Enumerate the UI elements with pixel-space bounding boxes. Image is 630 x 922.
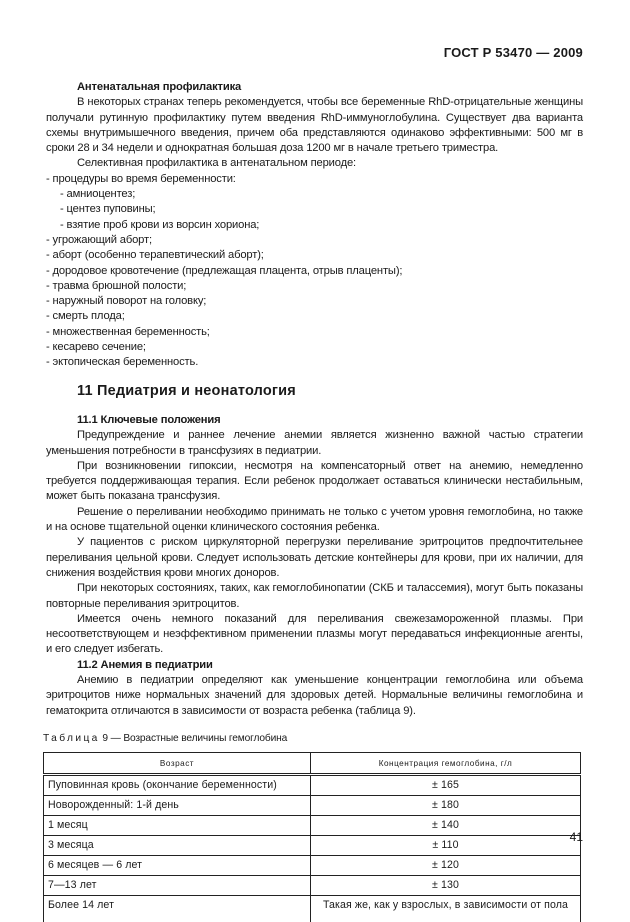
paragraph: При некоторых состояниях, таких, как гемоглобинопатии (СКБ и талассемия), могут быть показаны повторные переливания эритроцитов. (46, 582, 583, 610)
value-cell: ± 140 (311, 816, 581, 836)
list-item: - аборт (особенно терапевтический аборт); (46, 249, 264, 262)
list-item: - амниоцентез; (60, 188, 136, 201)
value-cell: ± 130 (311, 876, 581, 896)
indications-list (46, 172, 583, 371)
list-item: - эктопическая беременность. (46, 356, 199, 369)
list-item: - травма брюшной полости; (46, 279, 187, 292)
table-caption-title: 9 — Возрастные величины гемоглобина (99, 732, 288, 744)
standard-header: ГОСТ Р 53470 — 2009 (443, 45, 583, 60)
table-row (44, 816, 581, 836)
value-cell: ± 165 (311, 775, 581, 796)
hemoglobin-table (43, 752, 581, 922)
table-row (44, 876, 581, 896)
list-item: - процедуры во время беременности: (46, 172, 236, 185)
table-caption (43, 731, 583, 746)
age-cell: 7—13 лет (44, 876, 311, 896)
column-header-concentration: Концентрация гемоглобина, г/л (311, 753, 581, 775)
paragraph: Имеется очень немного показаний для переливания свежезамороженной плазмы. При несоответствующем и неэффективном применении плазмы могут передаваться инфекционные агенты, и его следует избегать. (46, 612, 583, 656)
table-row (44, 836, 581, 856)
table-caption-label: Таблица (43, 732, 100, 744)
paragraph: У пациентов с риском циркуляторной перегрузки переливание эритроцитов предпочтительнее переливания цельной крови. Следует использовать детские контейнеры для крови, при их наличии, для снижения воздействия крови многих доноров. (46, 536, 583, 579)
paragraph: При возникновении гипоксии, несмотря на компенсаторный ответ на анемию, немедленно требуется поддерживающая терапия. Если ребенок продолжает оставаться клинически нестабильным, может быть показана трансфузия. (46, 459, 583, 503)
column-header-age: Возраст (44, 753, 311, 775)
antenatal-heading: Антенатальная профилактика (77, 81, 242, 93)
list-item: - множественная беременность; (46, 325, 210, 338)
list-item: - дородовое кровотечение (предлежащая плацента, отрыв плаценты); (46, 264, 403, 277)
list-item: - угрожающий аборт; (46, 233, 152, 246)
age-cell: 1 месяц (44, 816, 311, 836)
paragraph: Решение о переливании необходимо принимать не только с учетом уровня гемоглобина, но также и на основе тщательной оценки клинического состояния ребенка. (46, 505, 583, 534)
age-cell: Более 14 лет (44, 896, 311, 922)
age-cell: Новорожденный: 1-й день (44, 796, 311, 816)
list-item: - смерть плода; (46, 310, 125, 323)
paragraph: Анемию в педиатрии определяют как уменьшение концентрации гемоглобина или объема эритроцитов ниже нормальных значений для здоровых детей. Нормальные величины гемоглобина и гематокрита отличаются в зависимости от возраста ребенка (таблица 9). (46, 673, 583, 717)
list-item: - центез пуповины; (60, 203, 156, 216)
antenatal-paragraph: В некоторых странах теперь рекомендуется, чтобы все беременные RhD-отрицательные женщины получали рутинную профилактику путем введения RhD-иммуноглобулина. Существует два варианта схемы внутримышечного введения, причем оба представляются одинаково эффективными: 500 мг в сроки 28 и 34 недели и однократная большая доза 1200 мг в начале третьего триместра. (46, 96, 583, 155)
table-row (44, 856, 581, 876)
page-number: 41 (569, 830, 583, 844)
subsection-11-2-title: 11.2 Анемия в педиатрии (77, 658, 213, 671)
value-cell: Такая же, как у взрослых, в зависимости от пола (311, 896, 581, 922)
table-row (44, 896, 581, 922)
document-body (43, 80, 583, 922)
age-cell: Пуповинная кровь (окончание беременности) (44, 775, 311, 796)
table-row (44, 796, 581, 816)
selective-prophylaxis-intro: Селективная профилактика в антенатальном периоде: (77, 157, 356, 170)
age-cell: 6 месяцев — 6 лет (44, 856, 311, 876)
age-cell: 3 месяца (44, 836, 311, 856)
value-cell: ± 110 (311, 836, 581, 856)
value-cell: ± 180 (311, 796, 581, 816)
list-item: - взятие проб крови из ворсин хориона; (60, 218, 260, 231)
table-row (44, 775, 581, 796)
subsection-11-1-title: 11.1 Ключевые положения (77, 413, 221, 426)
list-item: - кесарево сечение; (46, 341, 146, 354)
section-11-title: 11 Педиатрия и неонатология (77, 382, 296, 399)
paragraph: Предупреждение и раннее лечение анемии является жизненно важной частью стратегии уменьшения потребности в трансфузиях в педиатрии. (46, 429, 583, 457)
list-item: - наружный поворот на головку; (46, 295, 207, 308)
value-cell: ± 120 (311, 856, 581, 876)
table-header-row (44, 753, 581, 775)
